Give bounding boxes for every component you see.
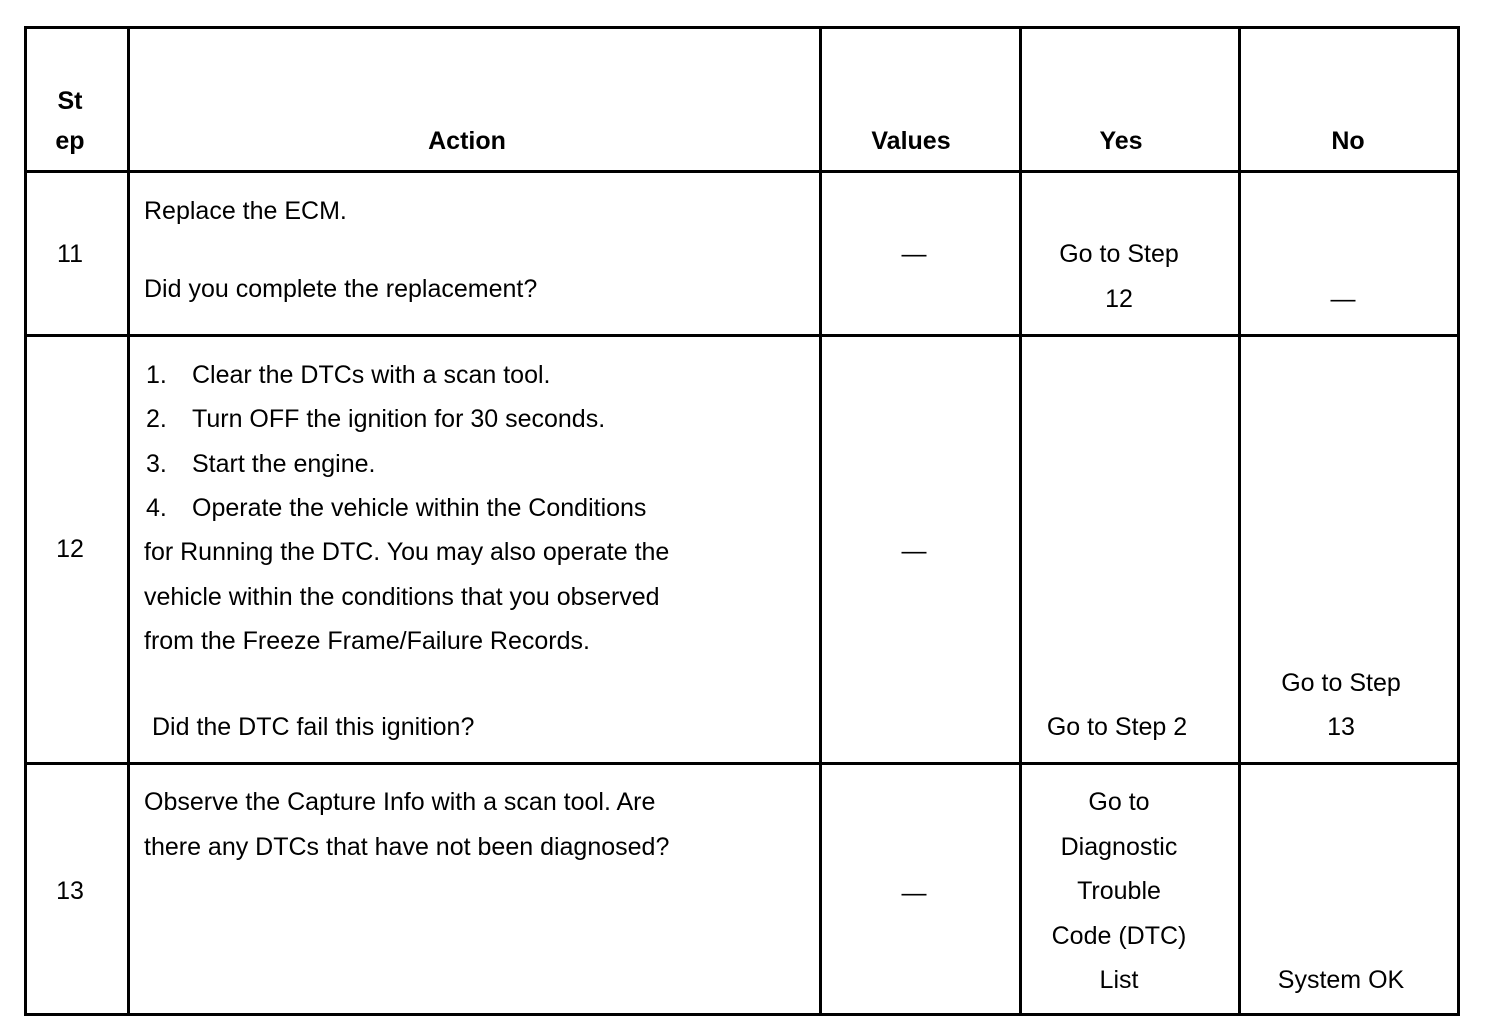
action-item-num: 2. [146, 405, 167, 433]
row-divider [27, 334, 1457, 337]
no-cell-line1: Go to Step [1281, 669, 1401, 697]
no-cell: — [1330, 285, 1356, 313]
action-question: Did you complete the replacement? [144, 275, 538, 303]
no-cell-line2: 13 [1327, 713, 1355, 741]
yes-cell-line2: Diagnostic [1060, 833, 1178, 861]
action-continuation: for Running the DTC. You may also operate the [144, 538, 670, 566]
step-number: 11 [57, 240, 83, 268]
action-text: Observe the Capture Info with a scan tool. Are [144, 788, 656, 816]
action-item-text: Clear the DTCs with a scan tool. [192, 361, 551, 389]
column-divider [1238, 29, 1241, 1013]
action-item-text: Turn OFF the ignition for 30 seconds. [192, 405, 606, 433]
values-cell: — [901, 879, 927, 907]
header-values: Values [871, 127, 951, 155]
action-text: there any DTCs that have not been diagnosed? [144, 833, 670, 861]
values-cell: — [901, 537, 927, 565]
step-number: 12 [56, 535, 84, 563]
action-item-num: 1. [146, 361, 167, 389]
yes-cell-line4: Code (DTC) [1051, 922, 1187, 950]
values-cell: — [901, 240, 927, 268]
action-item-text: Start the engine. [192, 450, 376, 478]
header-action: Action [428, 127, 506, 155]
yes-cell: Go to Step 2 [1046, 713, 1188, 741]
action-text: Replace the ECM. [144, 197, 347, 225]
header-yes: Yes [1099, 127, 1143, 155]
yes-cell-line3: Trouble [1077, 877, 1161, 905]
header-step [27, 81, 113, 161]
action-question: Did the DTC fail this ignition? [152, 713, 475, 741]
row-divider [27, 762, 1457, 765]
action-item-num: 4. [146, 494, 167, 522]
action-item-num: 3. [146, 450, 167, 478]
step-number: 13 [56, 877, 84, 905]
action-continuation: from the Freeze Frame/Failure Records. [144, 627, 590, 655]
no-cell: System OK [1277, 966, 1405, 994]
header-no: No [1331, 127, 1365, 155]
action-continuation: vehicle within the conditions that you observed [144, 583, 660, 611]
header-step-line2: ep [55, 127, 85, 155]
column-divider [127, 29, 130, 1013]
diagnostic-table [24, 26, 1460, 1016]
yes-cell-line5: List [1099, 966, 1139, 994]
action-item-text: Operate the vehicle within the Conditions [192, 494, 647, 522]
yes-cell-line1: Go to Step [1059, 240, 1179, 268]
yes-cell-line2: 12 [1105, 285, 1133, 313]
column-divider [819, 29, 822, 1013]
row-divider [27, 170, 1457, 173]
yes-cell-line1: Go to [1088, 788, 1150, 816]
header-step-line1: St [57, 87, 83, 115]
